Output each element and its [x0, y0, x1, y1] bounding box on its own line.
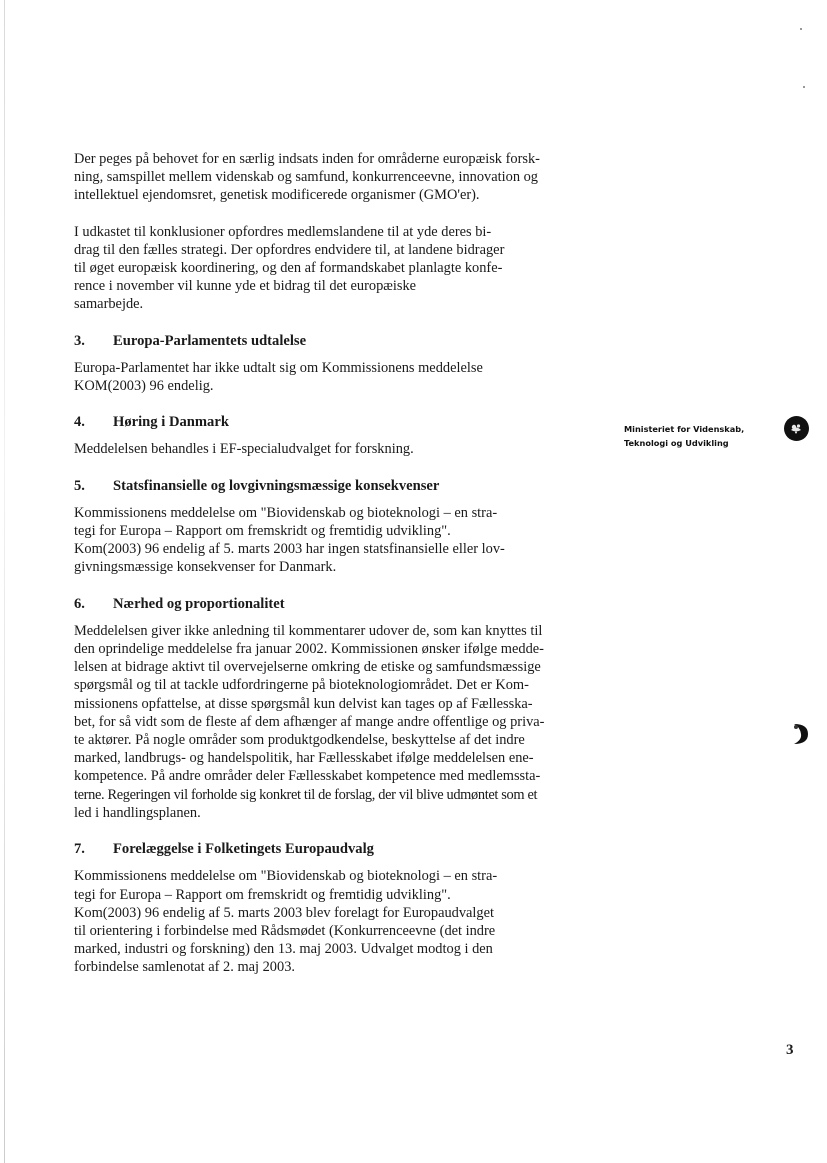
punch-hole-mark: [790, 722, 810, 746]
section-paragraph: [74, 867, 604, 976]
text-line: KOM(2003) 96 endelig.: [74, 378, 214, 395]
text-line: givningsmæssige konsekvenser for Danmark.: [74, 559, 337, 576]
text-line: Kommissionens meddelelse om "Biovidenskab og bioteknologi – en stra-: [74, 504, 498, 521]
text-line: ning, samspillet mellem videnskab og samfund, konkurrenceevne, innovation og: [74, 169, 538, 186]
text-line: led i handlingsplanen.: [74, 804, 201, 821]
scan-speck: [800, 28, 802, 30]
section-title: Nærhed og proportionalitet: [113, 595, 285, 612]
section-6: [74, 595, 604, 822]
section-paragraph: [74, 622, 604, 822]
section-4: [74, 413, 604, 458]
text-line: Europa-Parlamentet har ikke udtalt sig om Kommissionens meddelelse: [74, 359, 483, 376]
text-line: drag til den fælles strategi. Der opfordres endvidere til, at landene bidrager: [74, 241, 505, 258]
text-line: missionens opfattelse, at disse spørgsmål kun delvist kan tages op af Fællesska-: [74, 695, 533, 712]
page-number: 3: [786, 1042, 794, 1058]
section-heading: [74, 477, 604, 495]
document-body: [74, 150, 604, 995]
text-line: intellektuel ejendomsret, genetisk modificerede organismer (GMO'er).: [74, 187, 480, 204]
section-7: [74, 840, 604, 976]
text-line: bet, for så vidt som de fleste af dem afhænger af mange andre offentlige og priva-: [74, 713, 545, 730]
section-3: [74, 332, 604, 396]
text-line: marked, landbrugs- og handelspolitik, har Fællesskabet ifølge meddelelsen ene-: [74, 750, 534, 767]
text-line: Kom(2003) 96 endelig af 5. marts 2003 blev forelagt for Europaudvalget: [74, 904, 495, 921]
text-line: Der peges på behovet for en særlig indsats inden for områderne europæisk forsk-: [74, 151, 540, 167]
section-title: Europa-Parlamentets udtalelse: [113, 332, 307, 349]
text-line: til orientering i forbindelse med Rådsmødet (Konkurrenceevne (det indre: [74, 922, 496, 939]
section-number: 5.: [74, 477, 85, 494]
section-number: 7.: [74, 841, 85, 858]
text-line: te aktører. På nogle områder som produktgodkendelse, beskyttelse af det indre: [74, 732, 525, 749]
text-line: spørgsmål og til at tackle udfordringerne på bioteknologiområdet. Det er Kom-: [74, 677, 529, 694]
ministry-name-line-2: Teknologi og Udvikling: [624, 438, 729, 448]
intro-paragraph-2: [74, 223, 604, 314]
section-paragraph: [74, 504, 604, 577]
text-line: Kom(2003) 96 endelig af 5. marts 2003 har ingen statsfinansielle eller lov-: [74, 541, 505, 558]
section-number: 6.: [74, 595, 85, 612]
text-line: marked, industri og forskning) den 13. maj 2003. Udvalget modtog i den: [74, 941, 493, 958]
ministry-name: [624, 422, 744, 450]
section-title: Forelæggelse i Folketingets Europaudvalg: [113, 841, 374, 858]
text-line: Meddelelsen giver ikke anledning til kommentarer udover de, som kan knyttes til: [74, 622, 543, 639]
scan-speck: [803, 86, 805, 88]
text-line: lelsen at bidrage aktivt til overvejelserne omkring de etiske og samfundsmæssige: [74, 659, 541, 676]
section-title: Statsfinansielle og lovgivningsmæssige konsekvenser: [113, 477, 440, 494]
text-line: kompetence. På andre områder deler Fællesskabet kompetence med medlemssta-: [74, 768, 541, 785]
scan-edge: [4, 0, 5, 1163]
text-line: til øget europæisk koordinering, og den af formandskabet planlagte konfe-: [74, 260, 503, 277]
section-title: Høring i Danmark: [113, 414, 229, 431]
section-heading: [74, 840, 604, 858]
section-paragraph: [74, 440, 604, 458]
text-line: I udkastet til konklusioner opfordres medlemslandene til at yde deres bi-: [74, 223, 492, 240]
text-line: terne. Regeringen vil forholde sig konkret til de forslag, der vil blive udmøntet som et: [74, 786, 538, 803]
text-line: forbindelse samlenotat af 2. maj 2003.: [74, 959, 295, 976]
text-line: Meddelelsen behandles i EF-specialudvalget for forskning.: [74, 441, 414, 458]
section-paragraph: [74, 359, 604, 395]
section-heading: [74, 413, 604, 431]
ministry-name-line-1: Ministeriet for Videnskab,: [624, 424, 745, 434]
text-line: Kommissionens meddelelse om "Biovidenskab og bioteknologi – en stra-: [74, 868, 498, 885]
intro-paragraph-1: [74, 150, 604, 205]
text-line: samarbejde.: [74, 296, 144, 313]
text-line: tegi for Europa – Rapport om fremskridt og fremtidig udvikling".: [74, 886, 451, 903]
section-number: 4.: [74, 414, 85, 431]
section-5: [74, 477, 604, 577]
ministry-crest-icon: [784, 416, 809, 441]
text-line: tegi for Europa – Rapport om fremskridt og fremtidig udvikling".: [74, 523, 451, 540]
section-heading: [74, 332, 604, 350]
section-number: 3.: [74, 332, 85, 349]
section-heading: [74, 595, 604, 613]
text-line: den oprindelige meddelelse fra januar 2002. Kommissionen ønsker ifølge medde-: [74, 641, 544, 658]
text-line: rence i november vil kunne yde et bidrag til det europæiske: [74, 278, 417, 295]
